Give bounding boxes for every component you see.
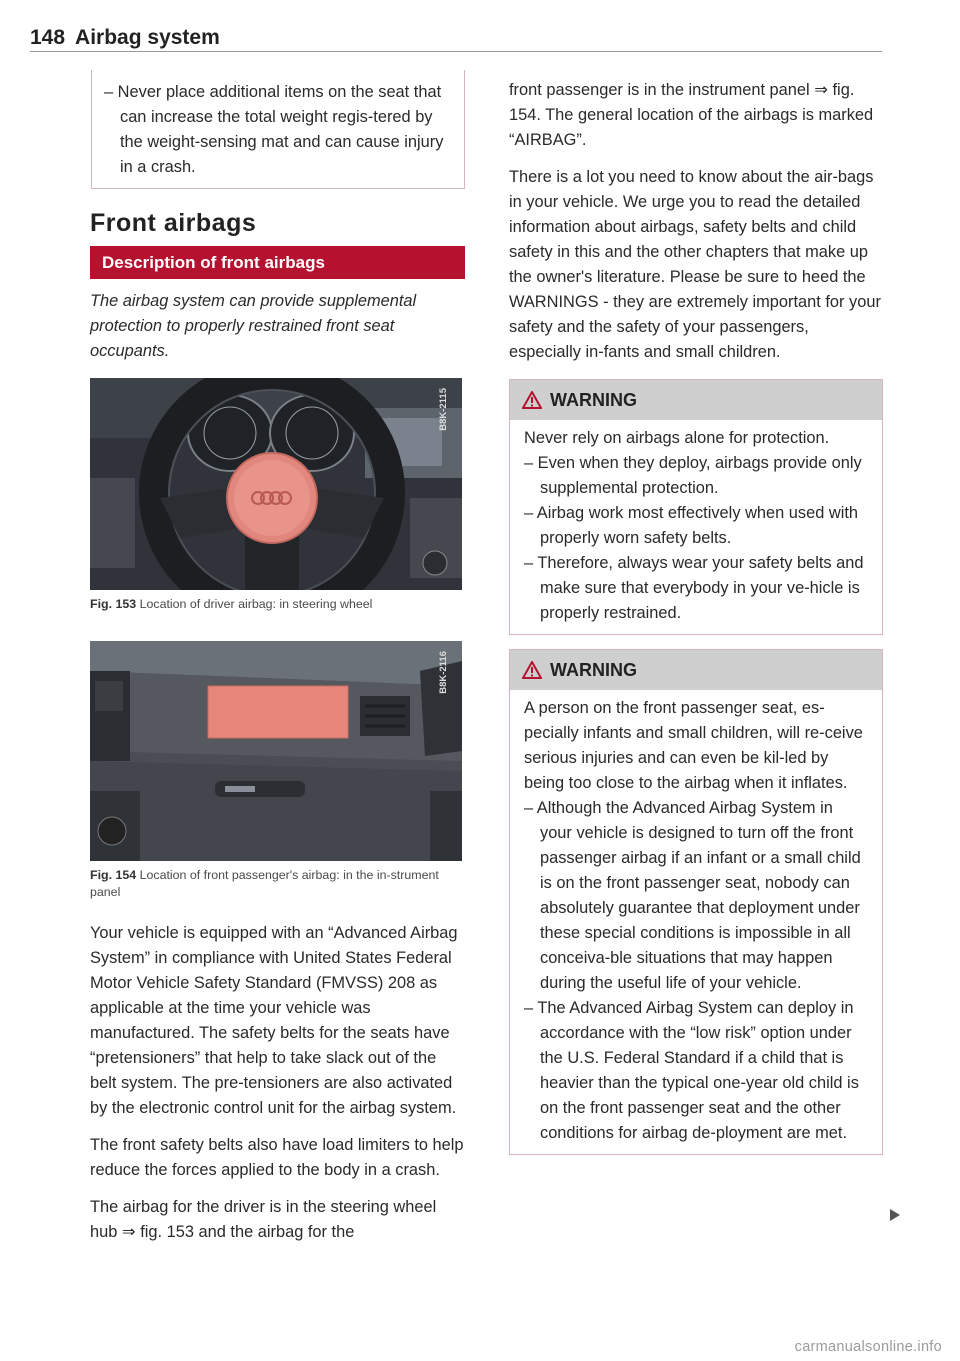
right-column [509, 78, 882, 1155]
body-paragraph: The airbag for the driver is in the steering wheel hub ⇒ fig. 153 and the airbag for the [90, 1198, 437, 1241]
warning-box [509, 379, 883, 635]
warning-lead: Never rely on airbags alone for protection. [524, 429, 830, 447]
section-intro: The airbag system can provide supplemental protection to properly restrained front seat occupants. [90, 292, 417, 360]
page-header [30, 26, 220, 50]
figure-code: B8K-2116 [438, 651, 449, 694]
warning-body [510, 690, 882, 1154]
figure-154-image [90, 641, 462, 861]
header-rule [30, 51, 882, 52]
page-number: 148 [30, 26, 66, 49]
watermark: carmanualsonline.info [794, 1339, 942, 1355]
figure-label: Fig. 153 [90, 597, 137, 611]
section-title: Front airbags [90, 209, 257, 237]
warning-header [510, 380, 882, 420]
figure-caption-text: Location of front passenger's airbag: in the in-strument panel [90, 868, 439, 899]
note-item: – Never place additional items on the seat that can increase the total weight regis-tered by the weight-sensing mat and can cause injury in a crash. [104, 83, 444, 176]
left-column [90, 70, 465, 1257]
subsection-title: Description of front airbags [90, 246, 465, 279]
steering-wheel-illustration [90, 378, 462, 590]
figure-153-image [90, 378, 462, 590]
warning-item: – The Advanced Airbag System can deploy in accordance with the “low risk” option under the U.S. Federal Standard if a child that is heavier than the typical one-year old child is on the front passenger seat and the other conditions for airbag de-ployment are met. [524, 999, 859, 1142]
figure-154-caption [90, 867, 465, 901]
warning-item: – Airbag work most effectively when used with properly worn safety belts. [524, 504, 859, 547]
warning-triangle-icon [522, 391, 542, 409]
warning-item: – Therefore, always wear your safety belts and make sure that everybody in your ve-hicle is properly restrained. [524, 554, 864, 622]
figure-code: B8K-2115 [438, 388, 449, 431]
figure-label: Fig. 154 [90, 868, 137, 882]
note-box [91, 70, 465, 189]
warning-header [510, 650, 882, 690]
warning-item: – Although the Advanced Airbag System in your vehicle is designed to turn off the front passenger airbag if an infant or a small child is on the front passenger seat, nobody can absolutely guarantee that deployment under these special conditions is impossible in all conceiva-ble situations that may happen during the useful life of your vehicle. [524, 799, 861, 992]
warning-title: WARNING [550, 659, 637, 680]
figure-153-caption [90, 596, 465, 613]
body-paragraph: front passenger is in the instrument panel ⇒ fig. 154. The general location of the airbags is marked “AIRBAG”. [509, 81, 874, 149]
dashboard-illustration [90, 641, 462, 861]
warning-title: WARNING [550, 389, 637, 410]
warning-body [510, 420, 882, 634]
chapter-title: Airbag system [75, 26, 220, 49]
warning-lead: A person on the front passenger seat, es-pecially infants and small children, will re-ceive serious injuries and can even be kil-led by being too close to the airbag when it inflates. [524, 699, 863, 792]
body-paragraph: The front safety belts also have load limiters to help reduce the forces applied to the body in a crash. [90, 1136, 464, 1179]
body-paragraph: There is a lot you need to know about the air-bags in your vehicle. We urge you to read the detailed information about airbags, safety belts and child safety in this and the other chapters that make up the owner's literature. Please be sure to heed the WARNINGS - they are extremely important for your safety and the safety of your passengers, especially in-fants and small children. [509, 168, 881, 361]
body-paragraph: Your vehicle is equipped with an “Advanced Airbag System” in compliance with United States Federal Motor Vehicle Safety Standard (FMVSS) 208 as applicable at the time your vehicle was manufactured. The safety belts for the seats have “pretensioners” that help to take slack out of the belt system. The pre-tensioners are also activated by the electronic control unit for the airbag system. [90, 924, 458, 1117]
warning-item: – Even when they deploy, airbags provide only supplemental protection. [524, 454, 862, 497]
warning-triangle-icon [522, 661, 542, 679]
continue-arrow-icon [890, 1209, 900, 1221]
warning-box [509, 649, 883, 1155]
figure-caption-text: Location of driver airbag: in steering wheel [139, 597, 373, 611]
